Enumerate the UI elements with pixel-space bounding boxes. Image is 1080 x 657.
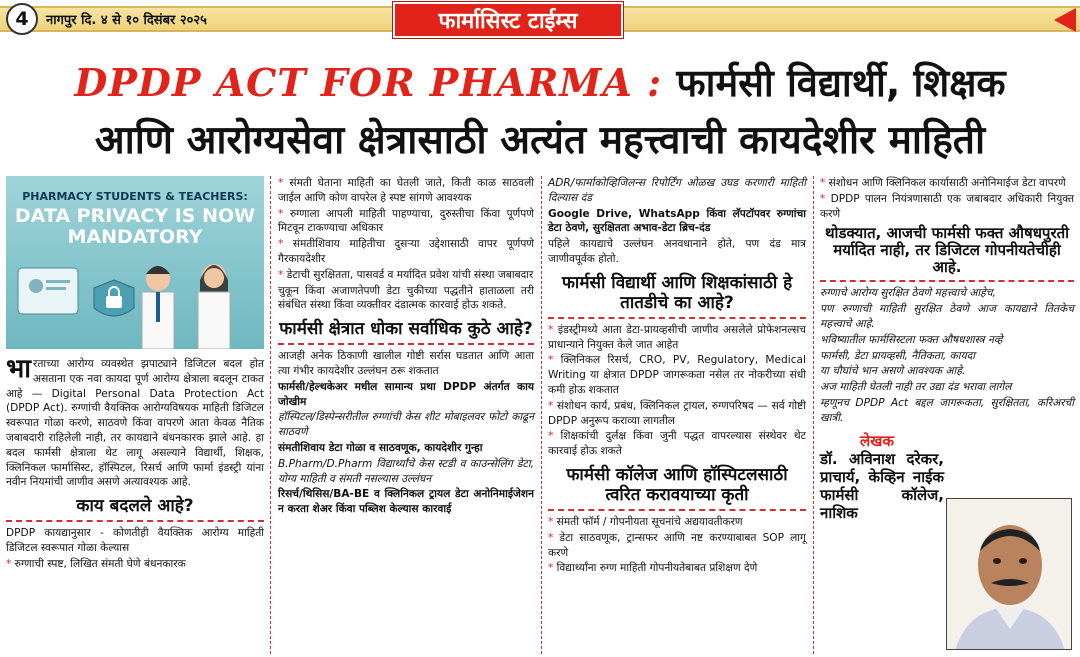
author-portrait-icon (947, 499, 1072, 650)
headline-marathi-1: फार्मसी विद्यार्थी, शिक्षक (676, 61, 1006, 105)
summary-line: फार्मसी, डेटा प्रायव्हसी, नैतिकता, कायदा (820, 349, 975, 362)
top-bar (0, 0, 1080, 38)
author-photo (946, 498, 1072, 650)
bullet-item: * क्लिनिकल रिसर्च, CRO, PV, Regulatory, Medical Writing या क्षेत्रात DPDP जागरूकता नसेल तर नोकरीच्या संधी कमी होऊ शकतात (548, 354, 806, 396)
page-number: 4 (6, 3, 38, 35)
star-bullet-icon: * (278, 207, 290, 220)
bullet-item: * रुग्णाला आपली माहिती पाहण्याचा, दुरुस्तीचा किंवा पूर्णपणे मिटवून टाकण्याचा अधिकार (278, 207, 534, 235)
paragraph: चुकून किंवा अजाणतेपणी डेटा चुकीच्या पद्धतीने हाताळला तरी संबंधित संस्था किंवा व्यक्तीवर दंडात्मक कारवाई होऊ शकते. (278, 284, 534, 312)
star-bullet-icon: * (278, 238, 293, 251)
illustration-image (6, 176, 264, 349)
bullet-item: * डेटाची सुरक्षितता, पासवर्ड व मर्यादित प्रवेश यांची संस्था जबाबदार (278, 268, 534, 281)
summary-line: पण रुग्णाची माहिती सुरक्षित ठेवणे आज कायद्याने तितकेच महत्त्वाचे आहे. (820, 303, 1074, 330)
column-divider (541, 176, 542, 654)
arrow-icon (1054, 8, 1076, 32)
paragraph: DPDP कायद्यानुसार - कोणतीही वैयक्तिक आरोग्य माहिती डिजिटल स्वरूपात गोळा केल्यास (6, 527, 264, 554)
author-name: डॉ. अविनाश दरेकर, प्राचार्य, केव्हिन नाईक फार्मसी कॉलेज, नाशिक (820, 450, 944, 523)
column-1 (6, 176, 264, 573)
section-heading: काय बदलले आहे? (6, 496, 264, 522)
column-4 (820, 176, 1074, 522)
bullet-item: * रुग्णाची स्पष्ट, लिखित संमती घेणे बंधनकारक (6, 557, 186, 570)
section-heading: फार्मसी क्षेत्रात धोका सर्वाधिक कुठे आहे? (278, 319, 534, 345)
bullet-item: * शिक्षकांची दुर्लक्ष किंवा जुनी पद्धत वापरल्यास संस्थेवर थेट कारवाई होऊ शकते (548, 430, 806, 458)
summary-line: अज माहिती घेतली नाही तर उद्या दंड भरावा लागेल (820, 381, 1012, 394)
star-bullet-icon: * (278, 177, 290, 189)
column-2 (278, 176, 534, 518)
bullet-item: * विद्यार्थ्यांना रुग्ण माहिती गोपनीयतेबाबत प्रशिक्षण देणे (548, 562, 758, 575)
paragraph: Google Drive, WhatsApp किंवा लॅपटॉपवर रुग्णांचा डेटा ठेवणे, सुरक्षितता अभाव-डेटा ब्रिच-दंड (548, 207, 806, 235)
bullet-item: * संशोधन आणि क्लिनिकल कार्यासाठी अनोनिमाईज डेटा वापरणे (820, 177, 1066, 189)
paragraph: ADR/फार्माकोव्हिजिलन्स रिपोर्टिंग ओळख उघड करणारी माहिती दिल्यास दंड (548, 177, 806, 204)
summary-line: रुग्णाचे आरोग्य सुरक्षित ठेवणे महत्त्वाचे आहेच, (820, 287, 996, 300)
drop-cap: भा (6, 354, 32, 384)
section-heading: फार्मसी कॉलेज आणि हॉस्पिटलसाठी त्वरित करावयाच्या कृती (548, 465, 806, 511)
masthead-title: फार्मासिस्ट टाईम्स (393, 2, 623, 38)
headline-english: DPDP ACT FOR PHARMA : (74, 60, 677, 105)
star-bullet-icon: * (548, 531, 560, 544)
star-bullet-icon: * (6, 557, 15, 570)
star-bullet-icon: * (278, 268, 287, 281)
dateline: नागपुर दि. ४ से १० दिसंबर २०२५ (46, 13, 207, 28)
column-divider (813, 176, 814, 654)
image-caption-small: PHARMACY STUDENTS & TEACHERS: (22, 190, 248, 203)
image-caption-big: DATA PRIVACY IS NOW MANDATORY (14, 205, 256, 248)
bullet-item: * DPDP पालन नियंत्रणासाठी एक जबाबदार अधिकारी नियुक्त करणे (820, 192, 1074, 220)
summary-line: या चौघांचे भान असणे आवश्यक आहे. (820, 365, 966, 378)
star-bullet-icon: * (548, 323, 558, 336)
column-3 (548, 176, 806, 577)
paragraph: B.Pharm/D.Pharm विद्यार्थ्यांचे केस स्टडी व काउन्सेलिंग डेटा, योग्य माहिती व संमती नसल्यास उल्लंघन (278, 457, 534, 485)
section-heading: थोडक्यात, आजची फार्मसी फक्त औषधपुरती मर्यादित नाही, तर डिजिटल गोपनीयतेचीही आहे. (820, 225, 1074, 282)
star-bullet-icon: * (548, 562, 557, 575)
column-divider (270, 176, 271, 654)
paragraph: फार्मसी/हेल्थकेअर मधील सामान्य प्रथा DPDP अंतर्गत काय जोखीम (278, 380, 534, 408)
headline-line-2: आणि आरोग्यसेवा क्षेत्रासाठी अत्यंत महत्त्वाची कायदेशीर माहिती (94, 118, 986, 163)
summary-line: म्हणूनच DPDP Act बद्दल जागरूकता, सुरक्षितता, करिअरची खात्री. (820, 396, 1074, 424)
bullet-item: * इंडस्ट्रीमध्ये आता डेटा-प्रायव्हसीची जाणीव असलेले प्रोफेशनल्सच प्राधान्याने नियुक्त केले जात आहेत (548, 323, 806, 351)
bullet-item: * डेटा साठवणूक, ट्रान्सफर आणि नष्ट करण्याबाबत SOP लागू करणे (548, 531, 807, 559)
bullet-item: * संमतीशिवाय माहितीचा दुसऱ्या उद्देशासाठी वापर पूर्णपणे गैरकायदेशीर (278, 238, 534, 265)
bullet-item: * संमती घेताना माहिती का घेतली जाते, किती काळ साठवली जाईल आणि कोण वापरेल हे स्पष्ट सांगणे आवश्यक (278, 177, 534, 204)
paragraph: पहिले कायद्याचे उल्लंघन अनवधानाने होते, पण दंड मात्र जाणीवपूर्वक होतो. (548, 238, 806, 265)
author-label: लेखक (860, 431, 894, 450)
paragraph: हॉस्पिटल/डिस्पेन्सरीतील रुग्णांची केस शीट मोबाइलवर फोटो काढून साठवणे (278, 411, 534, 439)
summary-line: भविष्यातील फार्मसिस्टला फक्त औषधशास्त्र नव्हे (820, 333, 1003, 346)
paragraph: रिसर्च/थिसिस/BA-BE व क्लिनिकल ट्रायल डेटा अनोनिमाईजेशन न करता शेअर किंवा पब्लिश केल्यास कारवाई (278, 488, 534, 516)
star-bullet-icon: * (548, 354, 561, 367)
author-block (820, 431, 944, 523)
star-bullet-icon: * (548, 399, 557, 412)
bullet-item: * संमती फॉर्म / गोपनीयता सूचनांचे अद्ययावतीकरण (548, 515, 743, 528)
paragraph: संमतीशिवाय डेटा गोळा व साठवणूक, कायदेशीर गुन्हा (278, 441, 483, 454)
star-bullet-icon: * (548, 515, 557, 528)
headline-line-1 (0, 56, 1080, 108)
star-bullet-icon: * (820, 177, 829, 189)
doctors-illustration-icon (6, 176, 264, 349)
intro-paragraph: भारताच्या आरोग्य व्यवस्थेत झपाट्याने डिजिटल बदल होत असताना एक नवा कायदा पूर्ण आरोग्य क्षेत्राला बदलून टाकत आहे — Digital Personal Data Protection Act (DPDP Act). रुग्णांची वैयक्तिक आरोग्यविषयक माहिती डिजिटल स्वरूपात गोळा करणे, साठवणे किंवा वापरणे आता केवळ नैतिक जबाबदारी राहिलेली नाही, तर कायद्याने बंधनकारक झाले आहे. हा बदल फार्मसी क्षेत्राला थेट लागू असल्याने विद्यार्थी, शिक्षक, क्लिनिकल फार्मासिस्ट, हॉस्पिटल, रिसर्च आणि फार्मा इंडस्ट्री यांना नवीन नियमांची जाणीव असणे अत्यावश्यक आहे. (6, 354, 264, 489)
star-bullet-icon: * (820, 192, 831, 205)
paragraph: आजही अनेक ठिकाणी खालील गोष्टी सर्रास घडतात आणि आता त्या गंभीर कायदेशीर उल्लंघन ठरू शकतात (278, 350, 534, 377)
star-bullet-icon: * (548, 430, 561, 443)
bullet-item: * संशोधन कार्य, प्रबंध, क्लिनिकल ट्रायल, रुग्णपरिषद — सर्व गोष्टी DPDP अनुरूप कराव्या लागतील (548, 399, 806, 427)
section-heading: फार्मसी विद्यार्थी आणि शिक्षकांसाठी हे तातडीचे का आहे? (548, 273, 806, 319)
